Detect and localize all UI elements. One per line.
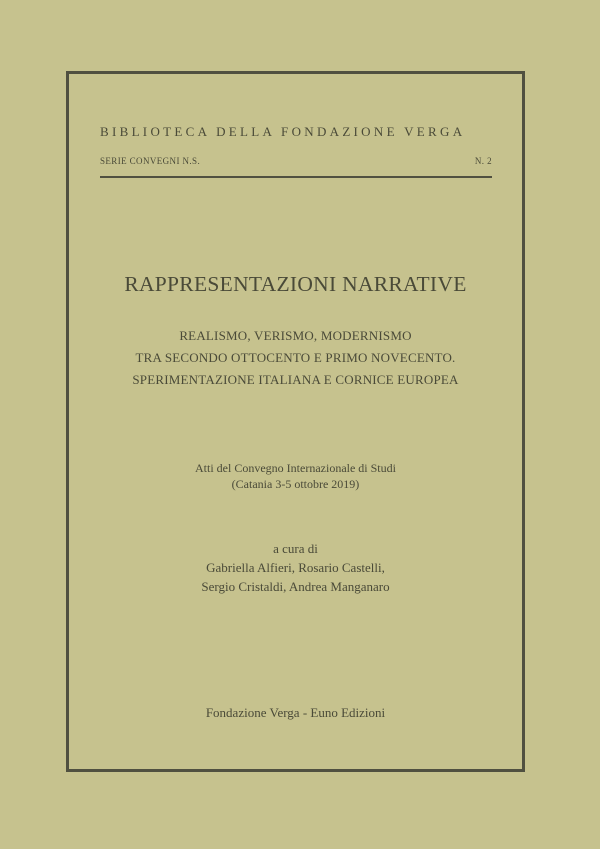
conference-date: (Catania 3-5 ottobre 2019) bbox=[231, 477, 360, 491]
subtitle-line: SPERIMENTAZIONE ITALIANA E CORNICE EUROPEA bbox=[132, 372, 459, 387]
editors-names: Sergio Cristaldi, Andrea Manganaro bbox=[201, 579, 390, 594]
book-subtitle bbox=[66, 325, 525, 391]
subtitle-line: REALISMO, VERISMO, MODERNISMO bbox=[179, 328, 412, 343]
conference-title: Atti del Convegno Internazionale di Studi bbox=[195, 461, 396, 475]
subtitle-line: TRA SECONDO OTTOCENTO E PRIMO NOVECENTO. bbox=[135, 350, 456, 365]
header-rule bbox=[100, 176, 492, 178]
conference-info bbox=[66, 460, 525, 492]
book-title: RAPPRESENTAZIONI NARRATIVE bbox=[124, 272, 467, 296]
series-title: BIBLIOTECA DELLA FONDAZIONE VERGA bbox=[100, 124, 466, 139]
series-number: N. 2 bbox=[474, 156, 492, 166]
editors-label: a cura di bbox=[273, 541, 318, 556]
publisher: Fondazione Verga - Euno Edizioni bbox=[205, 705, 386, 720]
series-name: SERIE CONVEGNI N.S. bbox=[100, 156, 201, 166]
editors-block bbox=[66, 539, 525, 596]
editors-names: Gabriella Alfieri, Rosario Castelli, bbox=[206, 560, 385, 575]
